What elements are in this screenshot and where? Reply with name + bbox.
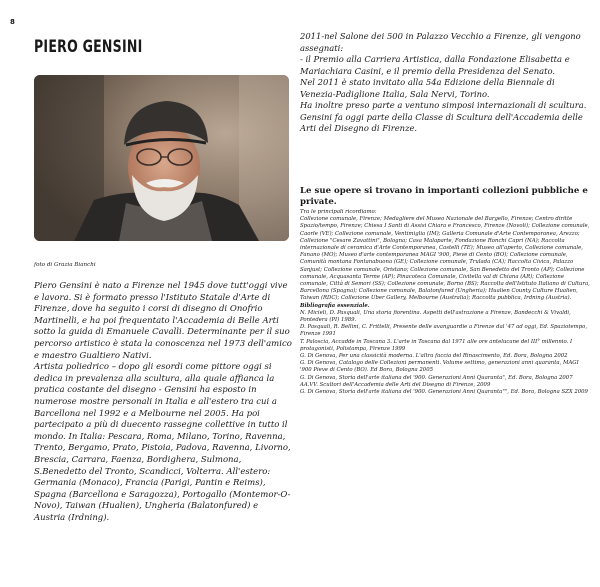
bio-paragraph: Nel 2011 è stato invitato alla 54a Edizione della Biennale di Venezia-Padiglione Italia, Sala Nervi, Torino.	[300, 77, 555, 99]
photo-caption: foto di Grazia Bianchi	[34, 262, 96, 268]
bibliography-entry: G. Di Genova, Storia dell'arte italiana del '900. Generazioni Anni Quaranta"", Ed. Bora, Bologna SZX 2009	[300, 389, 588, 396]
page-title: PIERO GENSINI	[34, 37, 143, 57]
collections-heading: Le sue opere si trovano in importanti collezioni pubbliche e private.	[300, 186, 588, 207]
collections-intro: Tra le principali ricordiamo:	[300, 209, 377, 215]
bio-paragraph: Piero Gensini è nato a Firenze nel 1945 dove tutt'oggi vive e lavora. Si è formato presso l'Istituto Statale d'Arte di Firenze, dove ha seguito i corsi di disegno di Onofrio Martinelli, e ha poi frequentato l'Accademia di Belle Arti sotto la guida di Emanuele Cavalli. Determinante per il suo percorso artistico è stata la conoscenza nel 1973 dell'amico e maestro Gualtiero Nativi.	[34, 281, 292, 361]
bio-paragraph: - il Premio alla Carriera Artistica, dalla Fondazione Elisabetta e Mariachiara Casini, e il premio della Presidenza del Senato.	[300, 54, 570, 76]
page-number: 8	[10, 18, 15, 26]
bibliography-label: Bibliografia essenziale.	[300, 302, 370, 309]
bibliography-entry: D. Pasquali, R. Bellini, C. Frittelli, Presente delle avanguardie a Firenze dal '47 ad oggi, Ed. Spaziotempo, Firenze 1991	[300, 324, 588, 338]
bibliography-entry: G. Di Genova, Per una classicità moderna. L'altra faccia del Rinascimento, Ed. Bora, Bologna 2002	[300, 353, 568, 360]
portrait-photo	[34, 75, 289, 241]
bibliography-entry: N. Micieli, D. Pasquali, Una storia fiorentina. Aspetti dell'astrazione a Firenze, Bandecchi & Vivaldi, Pontedera (PI) 1989.	[300, 309, 571, 324]
bio-paragraph: 2011-nel Salone dei 500 in Palazzo Vecchio a Firenze, gli vengono assegnati:	[300, 31, 581, 53]
bibliography-entry: AA.VV. Scultori dell'Accademia delle Arti del Disegno di Firenze, 2009	[300, 381, 491, 388]
bio-paragraph: Gensini fa oggi parte della Classe di Scultura dell'Accademia delle Arti del Disegno di Firenze.	[300, 111, 583, 133]
biography-left	[34, 281, 292, 524]
bio-paragraph: Ha inoltre preso parte a ventuno simposi internazionali di scultura.	[300, 100, 587, 110]
bibliography-entry: G. Di Genova, Catalogo delle Collezioni permanenti. Volume settimo, generazioni anni quaranta, MAGI '900 Pieve di Cento (BO). Ed Bora, Bologna 2005	[300, 360, 579, 374]
collections-text: Collezione comunale, Firenze; Medagliere del Museo Nazionale del Bargello, Firenze; Centro diritte Spazio/tempo, Firenze; Chiesa I Santi di Assisi Chiara e Francesco, Firenze (Novoli); Collezione comunale, Caorle (VE); Collezione comunale, Ventimiglia (IM); Galleria Comunale d'Arte Contemporanea, Arezzo; Collezione "Cesare Zavattini", Bologna; Casa Malaparte, Fondazione Ronchi Capri (NA); Raccolta internazionale di ceramica d'Arte Contemporanea, Castelli (TE); Museo all'aperto, Collezione comunale, Fanano (MO); Museo d'arte contemporanea MAGI '900, Pieve di Cento (BO); Collezione comunale, Comunità montana Fontanabuona (GE); Collezione comunale, Trulada (CA); Raccolta Civica, Palazzo Sanjust; Collezione comunale, Oristano; Collezione comunale, San Benedetto del Tronto (AP); Collezione comunale, Acquasanta Terme (AP); Pinacoteca Comunale, Civitella val di Chiana (AR); Collezione comunale, Città di Semori (SS); Collezione comunale, Borno (BS); Raccolta dell'Istituto Italiano di Cultura, Barcellona (Spagna); Collezione comunale, Balatonfured (Ungheria); Hualien County Culture Hualien, Taiwan (RDC); Collezione Uber Gallery, Melbourne (Australia); Raccolta pubblica, Irdning (Austria).	[300, 216, 590, 302]
collections-list	[300, 209, 592, 396]
biography-right	[300, 31, 590, 135]
bio-paragraph: Artista poliedrico – dopo gli esordi come pittore oggi si dedica in prevalenza alla scultura, alla quale affianca la pratica costante del disegno - Gensini ha esposto in numerose mostre personali in Italia e all'estero tra cui a Barcellona nel 1992 e a Melbourne nel 2005. Ha poi partecipato a più di duecento rassegne collettive in tutto il mondo. In Italia: Pescara, Roma, Milano, Torino, Ravenna, Trento, Bergamo, Prato, Pistoia, Padova, Ravenna, Livorno, Brescia, Carrara, Faenza, Bordighera, Sulmona, S.Benedetto del Tronto, Scandicci, Volterra. All'estero: Germania (Monaco), Francia (Parigi, Pantin e Reims), Spagna (Barcellona e Saragozza), Portogallo (Montemor-O-Novo), Taiwan (Hualien), Ungheria (Balatonfured) e Austria (Irdning).	[34, 362, 291, 523]
bibliography-entry: G. Di Genova, Storia dell'arte italiana del '900. Generazioni Anni Quaranta", Ed. Bora, Bologna 2007	[300, 374, 573, 381]
bibliography-entry: T. Paloscia, Accadde in Toscana 3. L'arte in Toscana dal 1971 alle ore antelucane del III° millennio. I protagonisti, Polistampa, Firenze 1999	[300, 338, 573, 352]
